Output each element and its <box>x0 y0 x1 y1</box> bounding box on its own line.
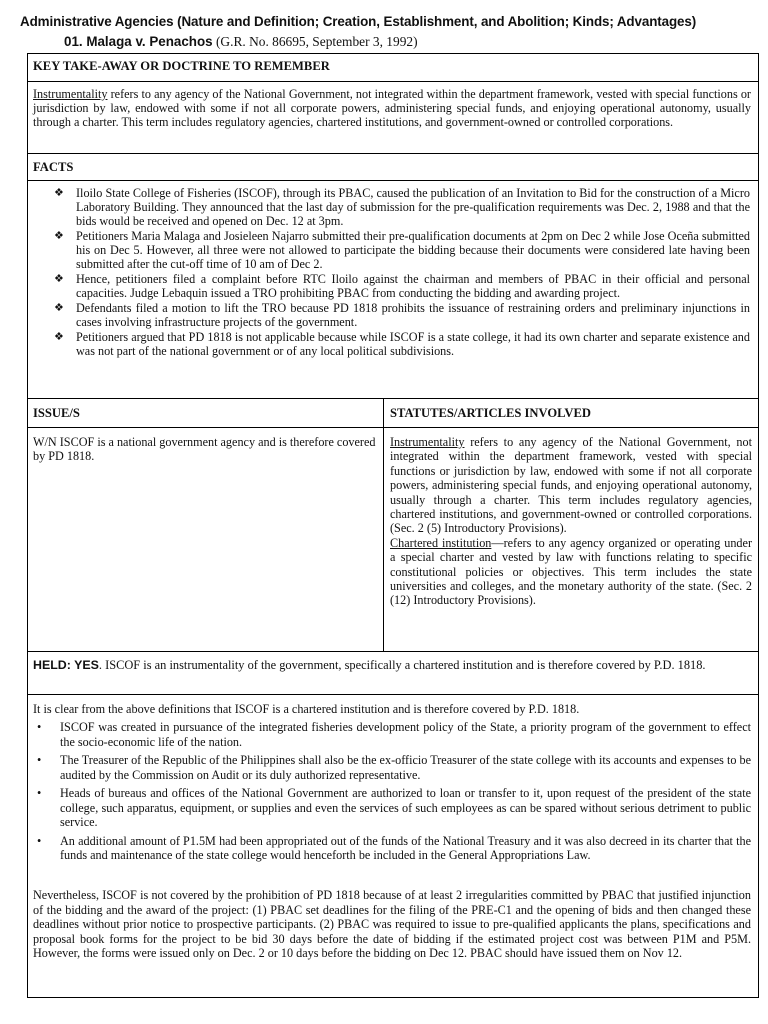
instrumentality-definition: refers to any agency of the National Government, not integrated within the department framework, vested with special functions or jurisdiction by law, endowed with some if not all corporate powers, administering special funds, and enjoying operational autonomy, usually through a charter. This term includes regulatory agencies, chartered institutions, and government-owned or controlled corporations. (Sec. 2 (5) Introductory Provisions). <box>390 435 752 536</box>
diamond-bullet-icon: ❖ <box>54 187 64 199</box>
ruling-item: • Heads of bureaus and offices of the National Government are authorized to loan or transfer to it, upon request of the president of the state college, such apparatus, equipment, or supplies and even the services of such employees as can be spared without serious detriment to public service. <box>37 786 751 829</box>
case-title: 01. Malaga v. Penachos <box>64 34 213 49</box>
column-divider <box>383 398 384 651</box>
ruling-list <box>33 720 751 867</box>
document-title: Administrative Agencies (Nature and Definition; Creation, Establishment, and Abolition; Kinds; Advantages) <box>20 14 697 29</box>
divider <box>27 81 759 82</box>
ruling-item: • ISCOF was created in pursuance of the integrated fisheries development policy of the State, a priority program of the government to effect the socio-economic life of the nation. <box>37 720 751 749</box>
fact-item: ❖ Petitioners argued that PD 1818 is not applicable because while ISCOF is a state college, it had its own charter and separate existence and was not part of the national government or of any local political subdivisions. <box>54 330 750 358</box>
diamond-bullet-icon: ❖ <box>54 302 64 314</box>
bullet-icon: • <box>37 753 42 767</box>
chartered-institution-term: Chartered institution <box>390 535 492 550</box>
statutes-heading: STATUTES/ARTICLES INVOLVED <box>390 406 591 420</box>
bullet-icon: • <box>37 720 42 734</box>
ruling-item: • The Treasurer of the Republic of the Philippines shall also be the ex-officio Treasurer of the state college with its accounts and expenses to be audited by the Commission on Audit or its duly authorized representative. <box>37 753 751 782</box>
ruling-item: • An additional amount of P1.5M had been appropriated out of the funds of the National Treasury and it was also decreed in its charter that the funds and maintenance of the state college would henceforth be included in the General Appropriations Law. <box>37 833 751 862</box>
held-text <box>33 658 751 673</box>
takeaway-definition: refers to any agency of the National Government, not integrated within the department framework, vested with special functions or jurisdiction by law, endowed with some if not all corporate powers, administering special funds, and enjoying operational autonomy, usually through a charter. This term includes regulatory agencies, chartered institutions, and government-owned or controlled corporations. <box>33 87 751 129</box>
statutes-text <box>390 435 752 608</box>
facts-list <box>48 186 750 359</box>
diamond-bullet-icon: ❖ <box>54 331 64 343</box>
divider <box>27 180 759 181</box>
case-heading <box>64 34 418 50</box>
divider <box>27 694 759 695</box>
fact-item: ❖ Defendants filed a motion to lift the TRO because PD 1818 prohibits the issuance of restraining orders and preliminary injunctions in cases involving infrastructure projects of the government. <box>54 301 750 329</box>
issues-heading: ISSUE/S <box>33 406 80 420</box>
chartered-institution-definition: —refers to any agency organized or operating under a special charter and vested by law with functions relating to specific constitutional policies or objectives. This term includes the state universities and colleges, and the monetary authority of the state. (Sec. 2 (12) Introductory Provisions). <box>390 535 752 608</box>
issue-text: W/N ISCOF is a national government agency and is therefore covered by PD 1818. <box>33 435 376 463</box>
held-summary: . ISCOF is an instrumentality of the government, specifically a chartered institution and is therefore covered by P.D. 1818. <box>98 658 706 672</box>
divider <box>27 153 759 154</box>
divider <box>27 427 759 428</box>
diamond-bullet-icon: ❖ <box>54 273 64 285</box>
divider <box>27 398 759 399</box>
ruling-conclusion: Nevertheless, ISCOF is not covered by the prohibition of PD 1818 because of at least 2 irregularities committed by PBAC that justified injunction of the bidding and the award of the project: (1) PBAC set deadlines for the filing of the PRE-C1 and the opening of bids and then changed these deadlines without prior notice to prospective participants. (2) PBAC was required to issue to pre-qualified applicants the plans, specifications and proposal book forms for the project to be bid 30 days before the date of bidding if the estimated project cost was between P1M and P5M. However, the forms were issued only on Dec. 2 or 10 days before the bidding on Dec 12. PBAC should have issued them on Nov 12. <box>33 888 751 961</box>
bullet-icon: • <box>37 833 42 848</box>
takeaway-heading: KEY TAKE-AWAY OR DOCTRINE TO REMEMBER <box>33 59 330 73</box>
diamond-bullet-icon: ❖ <box>54 230 64 242</box>
instrumentality-term: Instrumentality <box>390 435 465 449</box>
divider <box>27 651 759 652</box>
fact-item: ❖ Hence, petitioners filed a complaint before RTC Iloilo against the chairman and members of PBAC in their official and personal capacities. Judge Lebaquin issued a TRO prohibiting PBAC from conducting the bidding and awarding project. <box>54 272 750 300</box>
ruling-intro: It is clear from the above definitions that ISCOF is a chartered institution and is therefore covered by P.D. 1818. <box>33 702 580 716</box>
fact-item: ❖ Iloilo State College of Fisheries (ISCOF), through its PBAC, caused the publication of an Invitation to Bid for the construction of a Micro Laboratory Building. They announced that the last day of submission for the pre-qualification requirements was Dec. 2, 1988 and that the bids would be received and opened on Dec. 12 at 3pm. <box>54 186 750 228</box>
case-citation: (G.R. No. 86695, September 3, 1992) <box>215 34 418 49</box>
takeaway-term: Instrumentality <box>33 87 108 101</box>
takeaway-text <box>33 87 751 129</box>
facts-heading: FACTS <box>33 160 74 174</box>
fact-item: ❖ Petitioners Maria Malaga and Josieleen Najarro submitted their pre-qualification documents at 2pm on Dec 2 while Jose Oceña submitted his on Dec 5. However, all three were not allowed to participate the bidding because their documents were considered late having been submitted after the cut-off time of 10 am of Dec 2. <box>54 229 750 271</box>
held-label: HELD: YES <box>33 658 99 672</box>
bullet-icon: • <box>37 786 42 800</box>
